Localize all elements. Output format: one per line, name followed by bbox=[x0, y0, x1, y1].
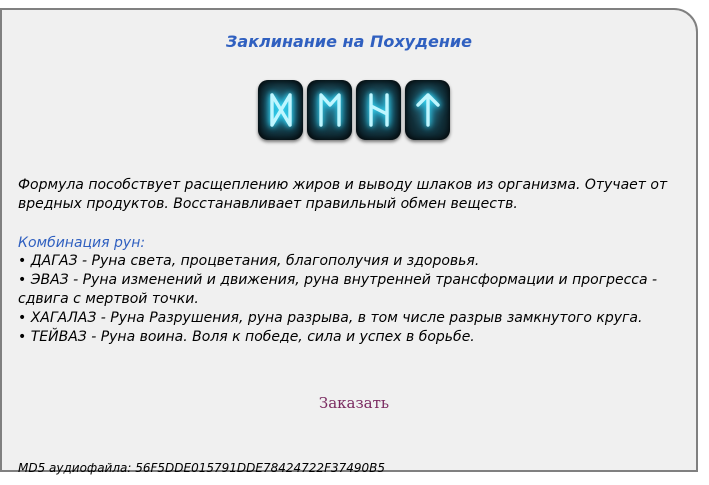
md5-info bbox=[18, 461, 385, 475]
list-item: • ХАГАЛАЗ - Руна Разрушения, руна разрыва, в том числе разрыв замкнутого круга. bbox=[18, 309, 688, 328]
spell-title: Заклинание на Похудение bbox=[226, 32, 472, 51]
spell-card bbox=[0, 8, 698, 475]
hagalaz-rune-icon bbox=[364, 91, 394, 129]
ehwaz-rune-icon bbox=[315, 91, 345, 129]
list-item: • ТЕЙВАЗ - Руна воина. Воля к победе, сила и успех в борьбе. bbox=[18, 328, 688, 347]
rune-tile-hagalaz bbox=[356, 80, 401, 140]
rune-combination-list bbox=[18, 252, 688, 347]
rune-images bbox=[258, 80, 450, 150]
order-link[interactable]: Заказать bbox=[318, 394, 390, 412]
spell-description: Формула пособствует расщеплению жиров и выводу шлаков из организма. Отучает от вредных продуктов. Восстанавливает правильный обмен веществ. bbox=[18, 177, 668, 212]
dagaz-rune-icon bbox=[266, 91, 296, 129]
md5-value: 56F5DDE015791DDE78424722F37490B5 bbox=[135, 461, 386, 475]
list-item: • ЭВАЗ - Руна изменений и движения, руна внутренней трансформации и прогресса - сдвига с мертвой точки. bbox=[18, 271, 688, 309]
tiwaz-rune-icon bbox=[413, 91, 443, 129]
md5-label: MD5 аудиофайла: bbox=[18, 461, 132, 475]
rune-tile-dagaz bbox=[258, 80, 303, 140]
rune-combination-heading: Комбинация рун: bbox=[18, 235, 146, 251]
rune-tile-tiwaz bbox=[405, 80, 450, 140]
list-item: • ДАГАЗ - Руна света, процветания, благополучия и здоровья. bbox=[18, 252, 688, 271]
rune-tile-ehwaz bbox=[307, 80, 352, 140]
